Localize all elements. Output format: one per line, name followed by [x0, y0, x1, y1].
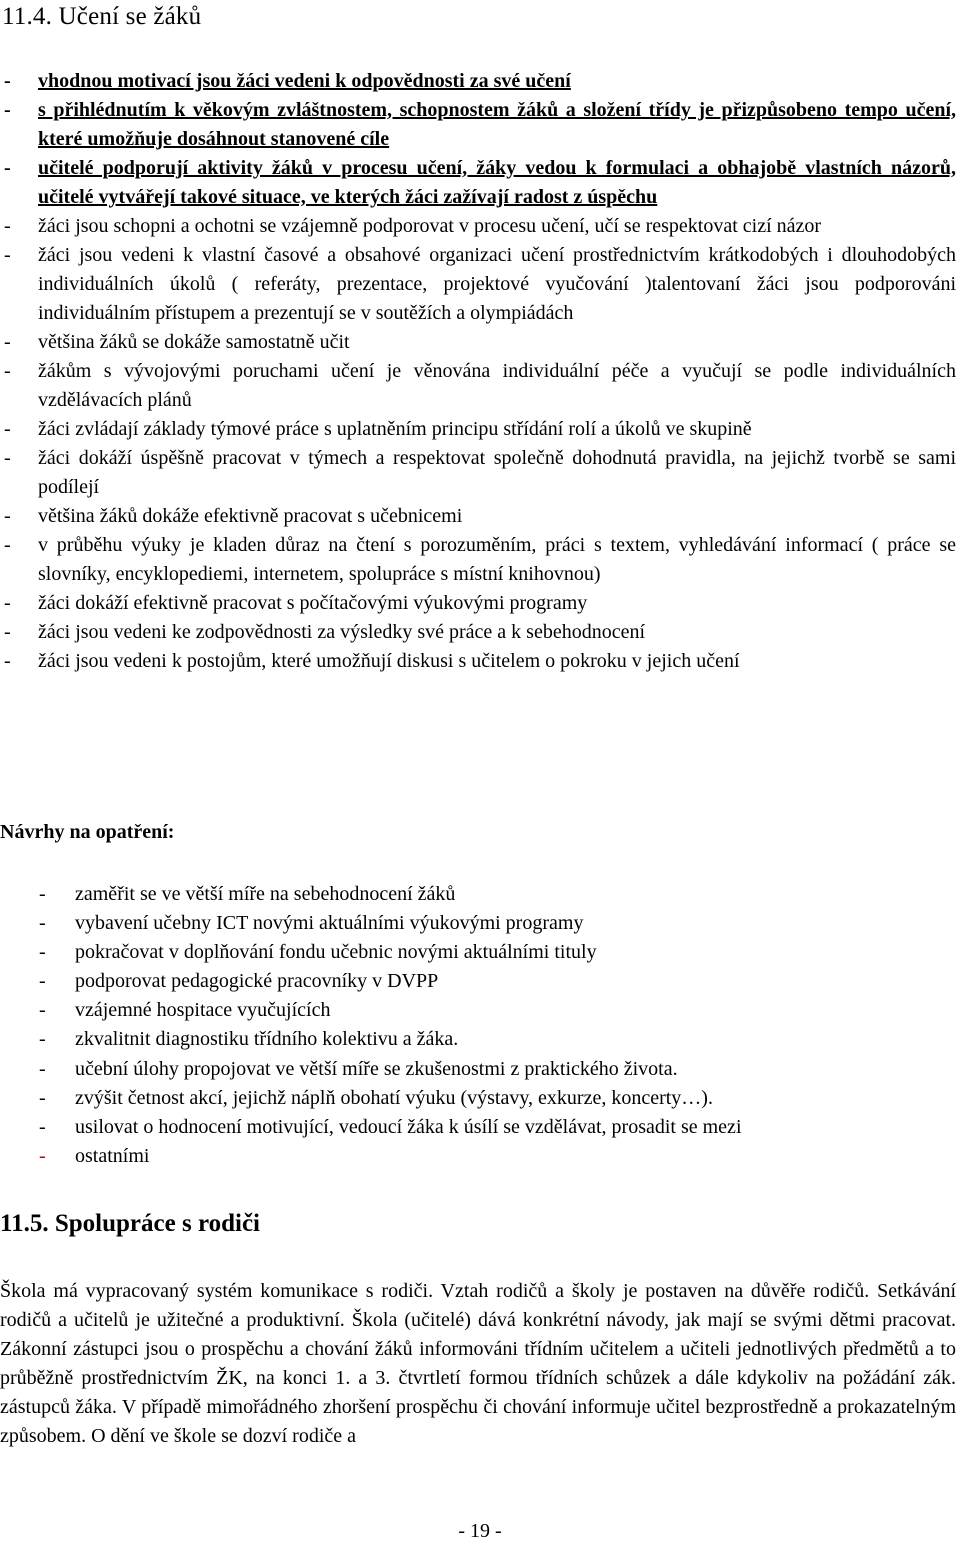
bullet-dash: -	[4, 418, 11, 440]
list-item	[0, 357, 960, 415]
bullet-dash: -	[39, 999, 46, 1022]
list-item	[0, 909, 960, 938]
bullet-dash: -	[39, 912, 46, 935]
bullet-dash: -	[4, 99, 11, 121]
list-item-text: zvýšit četnost akcí, jejichž náplň obohatí výuku (výstavy, exkurze, koncerty…).	[75, 1086, 713, 1109]
list-item-text: učitelé podporují aktivity žáků v procesu učení, žáky vedou k formulaci a obhajobě vlastních názorů, učitelé vytvářejí takové situace, ve kterých žáci zažívají radost z úspěchu	[38, 157, 956, 208]
list-item	[0, 880, 960, 909]
list-item-text: žáci jsou vedeni ke zodpovědnosti za výsledky své práce a k sebehodnocení	[38, 621, 646, 643]
list-item-text: žáci jsou vedeni k postojům, které umožňují diskusi s učitelem o pokroku v jejich učení	[38, 650, 740, 672]
list-item-text: většina žáků se dokáže samostatně učit	[38, 331, 350, 353]
list-item-text: žáci jsou schopni a ochotni se vzájemně podporovat v procesu učení, učí se respektovat cizí názor	[38, 215, 822, 237]
bullet-dash: -	[39, 941, 46, 964]
list-item-text: žáci jsou vedeni k vlastní časové a obsahové organizaci učení prostřednictvím krátkodobých i dlouhodobých individuálních úkolů ( referáty, prezentace, projektové vyučování )talentovaní žáci jsou podporováni individuálním přístupem a prezentují se v soutěžích a olympiádách	[38, 244, 956, 324]
bullet-dash: -	[4, 505, 11, 527]
bullet-dash: -	[4, 650, 11, 672]
list-item-text: pokračovat v doplňování fondu učebnic novými aktuálními tituly	[75, 941, 597, 964]
parents-paragraph: Škola má vypracovaný systém komunikace s rodiči. Vztah rodičů a školy je postaven na důvěře rodičů. Setkávání rodičů a učitelů je užitečné a produktivní. Škola (učitelé) dává konkrétní návody, jak mají se svými dětmi pracovat. Zákonní zástupci jsou o prospěchu a chování žáků informováni třídním učitelem a učiteli jednotlivých předmětů a to průběžně prostřednictvím ŽK, na konci 1. a 3. čtvrtletí formou třídních schůzek a dále kdykoliv na požádání zák. zástupců žáka. V případě mimořádného zhoršení prospěchu či chování informuje učitel bezprostředně a prokazatelným způsobem. O dění ve škole se dozví rodiče a	[0, 1280, 956, 1448]
list-item-text: zaměřit se ve větší míře na sebehodnocení žáků	[75, 883, 456, 905]
list-item-text: s přihlédnutím k věkovým zvláštnostem, schopnostem žáků a složení třídy je přizpůsobeno tempo učení, které umožňuje dosáhnout stanovené cíle	[38, 99, 956, 150]
list-item-text: žákům s vývojovými poruchami učení je věnována individuální péče a vyučují se podle individuálních vzdělávacích plánů	[38, 360, 956, 411]
list-item-text: v průběhu výuky je kladen důraz na čtení s porozuměním, práci s textem, vyhledávání informací ( práce se slovníky, encyklopediemi, internetem, spolupráce s místní knihovnou)	[38, 534, 956, 585]
list-item	[0, 647, 960, 676]
list-item	[0, 1025, 960, 1054]
bullet-dash: -	[4, 360, 11, 382]
bullet-dash: -	[4, 447, 11, 469]
bullet-dash: -	[4, 331, 11, 353]
list-item-text: ostatními	[75, 1144, 150, 1167]
list-item	[0, 96, 960, 154]
list-item	[0, 1055, 960, 1084]
section-title: 11.4. Učení se žáků	[2, 3, 202, 30]
bullet-dash: -	[39, 1057, 46, 1080]
list-item	[0, 241, 960, 328]
list-item-text: zkvalitnit diagnostiku třídního kolektivu a žáka.	[75, 1028, 459, 1051]
list-item	[0, 589, 960, 618]
section2-title: 11.5. Spolupráce s rodiči	[0, 1210, 260, 1237]
list-item	[0, 415, 960, 444]
learning-list	[0, 67, 960, 676]
page-number: - 19 -	[458, 1520, 502, 1542]
list-item	[0, 212, 960, 241]
list-item	[0, 328, 960, 357]
bullet-dash: -	[4, 592, 11, 614]
proposals-list	[0, 880, 960, 1171]
bullet-dash: -	[39, 1144, 46, 1167]
list-item-text: žáci zvládají základy týmové práce s uplatněním principu střídání rolí a úkolů ve skupině	[38, 418, 752, 440]
list-item	[0, 531, 960, 589]
bullet-dash: -	[4, 534, 11, 556]
list-item-text: učební úlohy propojovat ve větší míře se zkušenostmi z praktického života.	[75, 1057, 678, 1080]
bullet-dash: -	[39, 883, 46, 905]
list-item-text: usilovat o hodnocení motivující, vedoucí žáka k úsílí se vzdělávat, prosadit se mezi	[75, 1115, 742, 1138]
proposals-heading: Návrhy na opatření:	[0, 821, 175, 843]
list-item	[0, 967, 960, 996]
bullet-dash: -	[4, 70, 11, 92]
list-item	[0, 938, 960, 967]
bullet-dash: -	[4, 621, 11, 643]
list-item	[0, 154, 960, 212]
list-item-text: vzájemné hospitace vyučujících	[75, 999, 331, 1022]
bullet-dash: -	[4, 157, 11, 179]
list-item-text: většina žáků dokáže efektivně pracovat s učebnicemi	[38, 505, 463, 527]
list-item	[0, 444, 960, 502]
list-item	[0, 502, 960, 531]
list-item-text: podporovat pedagogické pracovníky v DVPP	[75, 970, 439, 993]
list-item-text: žáci dokáží úspěšně pracovat v týmech a respektovat společně dohodnutá pravidla, na jejichž tvorbě se sami podílejí	[38, 447, 956, 498]
list-item	[0, 1084, 960, 1113]
list-item-text: žáci dokáží efektivně pracovat s počítačovými výukovými programy	[38, 592, 588, 614]
list-item	[0, 996, 960, 1025]
bullet-dash: -	[39, 1115, 46, 1138]
list-item	[0, 67, 960, 96]
list-item	[0, 1113, 960, 1142]
bullet-dash: -	[39, 1086, 46, 1109]
bullet-dash: -	[39, 1028, 46, 1051]
list-item-text: vybavení učebny ICT novými aktuálními výukovými programy	[75, 912, 584, 935]
list-item-text: vhodnou motivací jsou žáci vedeni k odpovědnosti za své učení	[38, 70, 571, 92]
bullet-dash: -	[4, 244, 11, 266]
bullet-dash: -	[4, 215, 11, 237]
list-item	[0, 1142, 960, 1171]
list-item	[0, 618, 960, 647]
bullet-dash: -	[39, 970, 46, 993]
